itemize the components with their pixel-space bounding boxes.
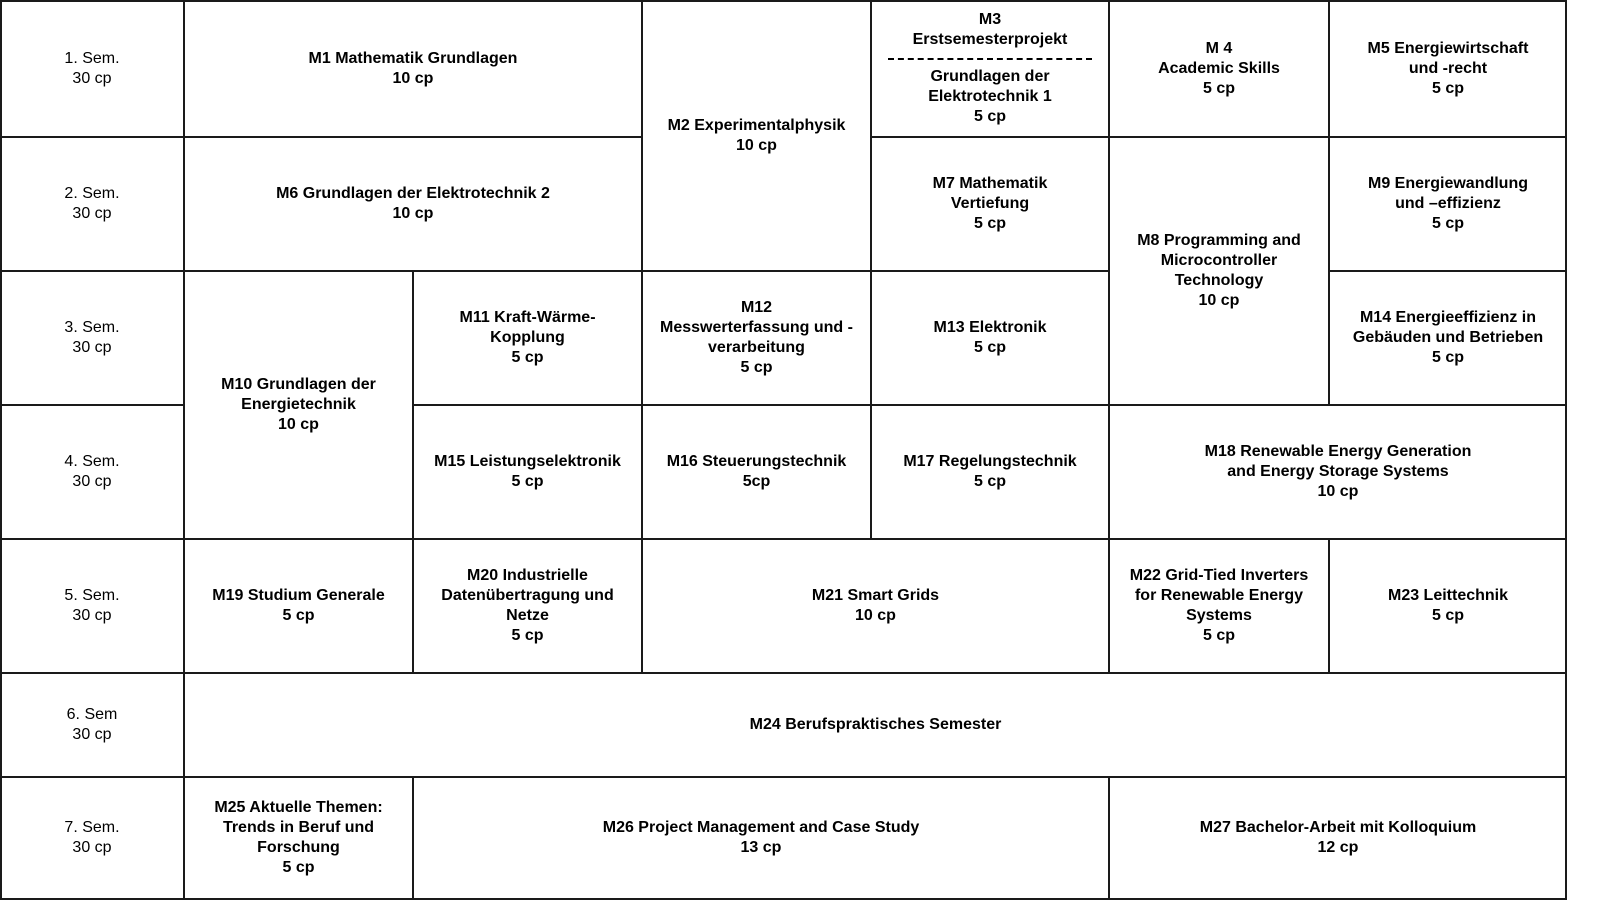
module-m8	[1109, 137, 1329, 405]
module-title: und -recht	[1408, 59, 1488, 77]
module-cp: 5 cp	[740, 359, 773, 376]
semester-label: 4. Sem.	[64, 453, 120, 470]
module-title: and Energy Storage Systems	[1227, 463, 1449, 480]
module-title: Trends in Beruf und	[222, 819, 375, 836]
module-title: M11 Kraft-Wärme-	[459, 309, 596, 326]
column-divider	[1108, 0, 1110, 673]
module-cp: 5 cp	[1431, 607, 1464, 624]
module-cp: 10 cp	[392, 69, 434, 87]
module-m5	[1329, 0, 1567, 137]
module-title: Messwerterfassung und -	[660, 319, 853, 336]
module-m7	[871, 137, 1109, 271]
row-divider	[0, 270, 1109, 272]
module-title: M2 Experimentalphysik	[667, 116, 846, 134]
module-cp: 10 cp	[392, 205, 434, 222]
module-m11	[413, 271, 642, 405]
module-title: Forschung	[257, 839, 340, 856]
module-m18	[1109, 405, 1567, 539]
column-divider	[412, 777, 414, 900]
table-border	[0, 0, 2, 900]
module-title: M8 Programming and	[1137, 232, 1301, 249]
module-m17	[871, 405, 1109, 539]
module-cp: 10 cp	[736, 136, 777, 154]
column-divider	[412, 271, 414, 673]
module-cp: 13 cp	[740, 839, 782, 856]
module-cp: 5 cp	[973, 339, 1006, 356]
module-title: Systems	[1186, 607, 1252, 624]
row-divider	[0, 776, 1567, 778]
module-title: for Renewable Energy	[1134, 587, 1304, 604]
module-m2	[642, 0, 871, 271]
module-cp: 5 cp	[1431, 215, 1464, 232]
column-divider	[1328, 0, 1330, 405]
module-m24	[184, 673, 1567, 777]
module-m1	[184, 0, 642, 137]
semester-label: 3. Sem.	[64, 319, 120, 336]
module-title: M21 Smart Grids	[811, 587, 940, 604]
module-title: M24 Berufspraktisches Semester	[749, 716, 1002, 733]
module-title: M27 Bachelor-Arbeit mit Kolloquium	[1199, 819, 1477, 836]
module-cp: 10 cp	[855, 607, 896, 624]
semester-cp: 30 cp	[72, 473, 112, 490]
semester-label: 1. Sem.	[64, 49, 120, 67]
module-title: M17 Regelungstechnik	[903, 453, 1077, 470]
module-title: M23 Leittechnik	[1387, 587, 1509, 604]
module-m27	[1109, 777, 1567, 899]
module-title: Erstsemesterprojekt	[912, 31, 1068, 48]
module-cp: 5 cp	[511, 627, 544, 644]
module-m22	[1109, 539, 1329, 673]
module-title: M3	[978, 11, 1002, 28]
module-cp: 5 cp	[1431, 79, 1464, 97]
module-m10	[184, 271, 413, 539]
module-cp: 5 cp	[511, 349, 544, 366]
semester-cell-7	[0, 777, 184, 899]
row-divider	[0, 404, 184, 406]
semester-cell-2	[0, 137, 184, 271]
module-title: verarbeitung	[708, 339, 805, 356]
module-cp: 5 cp	[973, 473, 1006, 490]
semester-label: 5. Sem.	[64, 587, 120, 604]
semester-cell-6	[0, 673, 184, 777]
module-title: M1 Mathematik Grundlagen	[308, 49, 518, 67]
module-m25	[184, 777, 413, 899]
semester-cp: 30 cp	[72, 205, 112, 222]
row-divider	[413, 404, 1567, 406]
module-m16	[642, 405, 871, 539]
module-m26	[413, 777, 1109, 899]
module-title: Grundlagen der	[930, 68, 1050, 85]
module-title: M13 Elektronik	[933, 319, 1047, 336]
module-title: Kopplung	[490, 329, 565, 346]
module-title: M15 Leistungselektronik	[434, 453, 621, 470]
module-title: und –effizienz	[1395, 195, 1501, 212]
module-m9	[1329, 137, 1567, 271]
module-m12	[642, 271, 871, 405]
module-title: M26 Project Management and Case Study	[602, 819, 920, 836]
module-cp: 10 cp	[1198, 292, 1240, 309]
module-cp: 5 cp	[282, 859, 315, 876]
semester-cell-3	[0, 271, 184, 405]
row-divider	[0, 538, 1567, 540]
module-title: M 4	[1205, 39, 1233, 57]
table-border	[0, 0, 1567, 2]
module-m15	[413, 405, 642, 539]
module-cp: 5 cp	[282, 607, 315, 624]
table-border	[0, 898, 1567, 900]
semester-label: 2. Sem.	[64, 185, 120, 202]
semester-cp: 30 cp	[72, 839, 112, 856]
module-title: M16 Steuerungstechnik	[666, 453, 847, 470]
module-title: Microcontroller	[1160, 252, 1278, 269]
module-title: M7 Mathematik	[932, 175, 1048, 192]
module-m21	[642, 539, 1109, 673]
module-cp: 5 cp	[1202, 79, 1235, 97]
module-title: Technology	[1174, 272, 1264, 289]
module-cp: 5 cp	[1202, 627, 1235, 644]
module-title: M14 Energieeffizienz in	[1359, 309, 1537, 326]
module-cp: 5cp	[742, 473, 771, 490]
module-title: M22 Grid-Tied Inverters	[1129, 567, 1309, 584]
module-title: Vertiefung	[950, 195, 1030, 212]
module-m14	[1329, 271, 1567, 405]
module-title: M25 Aktuelle Themen:	[214, 799, 383, 816]
semester-cp: 30 cp	[72, 339, 112, 356]
semester-cell-1	[0, 0, 184, 137]
module-title: M20 Industrielle	[467, 567, 588, 584]
column-divider	[641, 0, 643, 673]
column-divider	[1328, 539, 1330, 673]
module-title: M19 Studium Generale	[212, 587, 385, 604]
module-cp: 10 cp	[1317, 483, 1359, 500]
module-m3	[871, 0, 1109, 137]
module-m23	[1329, 539, 1567, 673]
row-divider	[871, 136, 1567, 138]
module-title: Energietechnik	[241, 396, 356, 413]
module-m20	[413, 539, 642, 673]
module-m4	[1109, 0, 1329, 137]
column-divider	[183, 0, 185, 900]
module-title: M6 Grundlagen der Elektrotechnik 2	[276, 185, 550, 202]
module-cp: 5 cp	[1431, 349, 1464, 366]
row-divider	[1329, 270, 1567, 272]
row-divider	[0, 672, 1567, 674]
semester-cell-5	[0, 539, 184, 673]
semester-label: 6. Sem	[66, 706, 118, 723]
module-title: Elektrotechnik 1	[928, 88, 1052, 105]
column-divider	[1108, 777, 1110, 900]
module-cp: 5 cp	[511, 473, 544, 490]
module-cp: 10 cp	[278, 416, 319, 433]
semester-cp: 30 cp	[72, 726, 112, 743]
module-title: Netze	[506, 607, 549, 624]
semester-cp: 30 cp	[72, 607, 112, 624]
module-title: M9 Energiewandlung	[1367, 175, 1528, 192]
module-title: Academic Skills	[1158, 59, 1280, 77]
module-m19	[184, 539, 413, 673]
module-cp: 5 cp	[973, 215, 1006, 232]
module-title: M10 Grundlagen der	[221, 376, 376, 393]
module-title: M12	[740, 299, 773, 316]
module-cp: 5 cp	[973, 108, 1006, 125]
dashed-divider	[888, 58, 1092, 60]
semester-cell-4	[0, 405, 184, 539]
module-title: M5 Energiewirtschaft	[1367, 39, 1529, 57]
module-title: Datenübertragung und	[441, 587, 614, 604]
module-m6	[184, 137, 642, 271]
table-border	[1565, 0, 1567, 900]
module-title: Gebäuden und Betrieben	[1352, 329, 1544, 346]
column-divider	[870, 0, 872, 539]
semester-cp: 30 cp	[72, 69, 112, 87]
semester-label: 7. Sem.	[64, 819, 120, 836]
row-divider	[0, 136, 642, 138]
module-title: M18 Renewable Energy Generation	[1204, 443, 1472, 460]
module-m13	[871, 271, 1109, 405]
module-cp: 12 cp	[1317, 839, 1359, 856]
